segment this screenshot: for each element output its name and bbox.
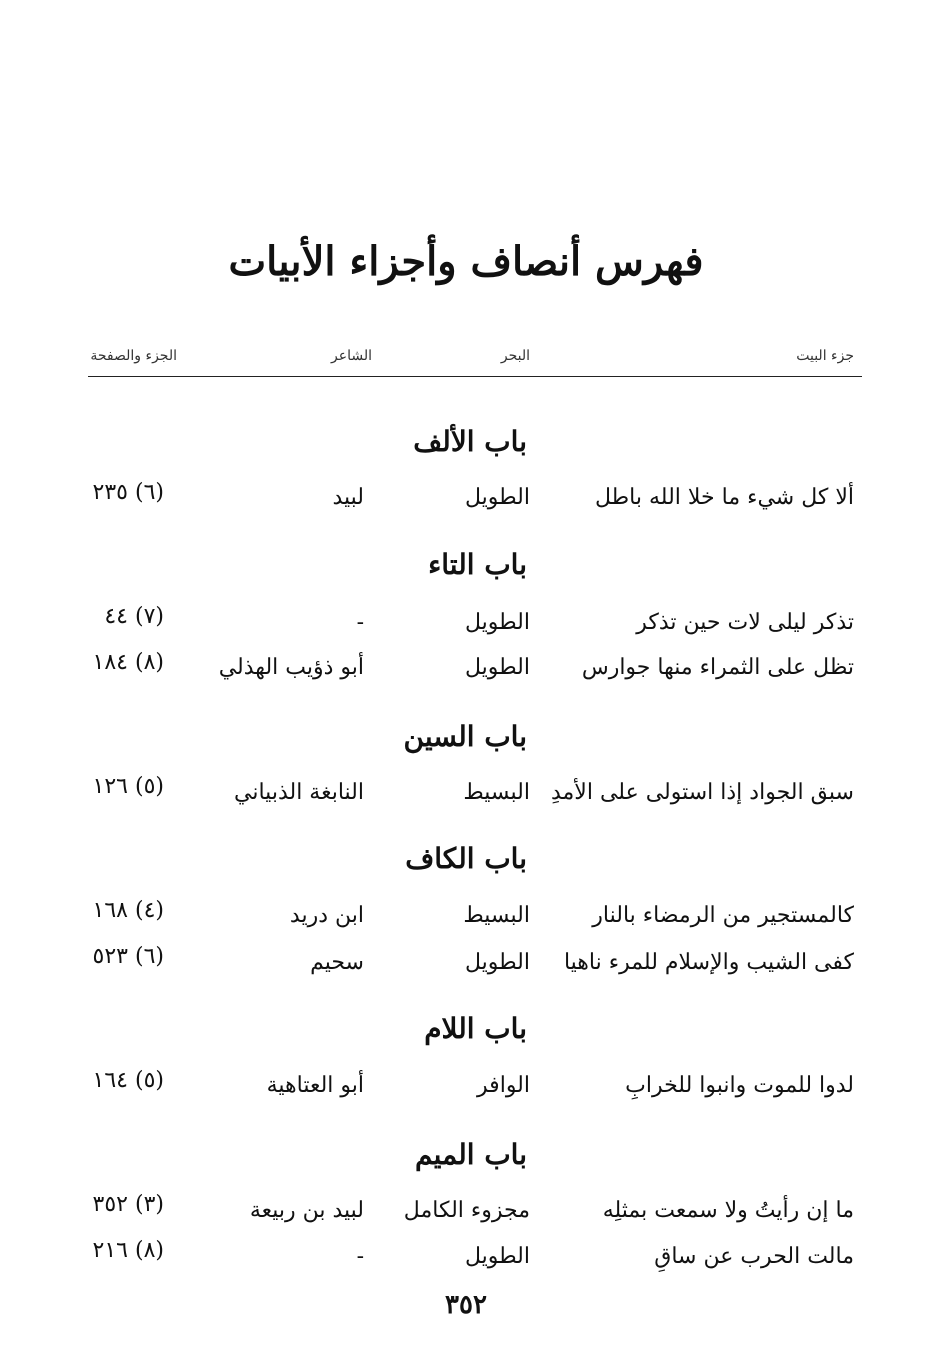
meter: الوافر (477, 1073, 530, 1098)
volume-page: (٦) ٢٣٥ (92, 480, 164, 505)
section-heading: باب الألف (413, 425, 527, 458)
page-title: فهرس أنصاف وأجزاء الأبيات (228, 238, 704, 285)
poet: أبو ذؤيب الهذلي (218, 655, 364, 680)
volume-page: (٦) ٥٢٣ (92, 944, 164, 969)
header-divider (88, 376, 862, 377)
verse-fragment: كفى الشيب والإسلام للمرء ناهيا (563, 950, 854, 975)
volume-page: (٥) ١٢٦ (92, 774, 164, 799)
meter: البسيط (463, 780, 530, 805)
meter: الطويل (464, 1244, 530, 1269)
meter: الطويل (464, 950, 530, 975)
header-verse: جزء البيت (796, 348, 854, 364)
verse-fragment: ألا كل شيء ما خلا الله باطل (595, 485, 854, 510)
volume-page: (٤) ١٦٨ (92, 898, 164, 923)
poet: سحيم (310, 950, 364, 975)
section-heading: باب الميم (414, 1138, 527, 1171)
volume-page: (٨) ١٨٤ (92, 650, 164, 675)
verse-fragment: كالمستجير من الرمضاء بالنار (592, 903, 854, 928)
poet: - (356, 610, 364, 635)
verse-fragment: مالت الحرب عن ساقِ (654, 1244, 854, 1269)
verse-fragment: لدوا للموت وانبوا للخرابِ (625, 1073, 854, 1098)
poet: لبيد بن ربيعة (249, 1198, 364, 1223)
section-heading: باب التاء (428, 548, 527, 581)
header-poet: الشاعر (331, 348, 372, 364)
volume-page: (٣) ٣٥٢ (92, 1192, 164, 1217)
section-heading: باب السين (403, 720, 527, 753)
verse-fragment: سبق الجواد إذا استولى على الأمدِ (550, 780, 854, 805)
verse-fragment: تظل على الثمراء منها جوارس (581, 655, 854, 680)
header-meter: البحر (500, 348, 530, 364)
poet: ابن دريد (289, 903, 364, 928)
page-number: ٣٥٢ (445, 1290, 487, 1320)
verse-fragment: تذكر ليلى لات حين تذكر (636, 610, 854, 635)
meter: الطويل (464, 655, 530, 680)
verse-fragment: ما إن رأيتُ ولا سمعت بمثلِه (602, 1198, 854, 1223)
section-heading: باب اللام (424, 1012, 527, 1045)
meter: الطويل (464, 485, 530, 510)
poet: لبيد (332, 485, 364, 510)
meter: الطويل (464, 610, 530, 635)
poet: النابغة الذبياني (234, 780, 364, 805)
volume-page: (٧) ٤٤ (104, 604, 164, 629)
header-ref: الجزء والصفحة (90, 348, 177, 364)
meter: مجزوء الكامل (403, 1198, 530, 1223)
section-heading: باب الكاف (405, 842, 527, 875)
volume-page: (٥) ١٦٤ (92, 1068, 164, 1093)
volume-page: (٨) ٢١٦ (92, 1238, 164, 1263)
poet: أبو العتاهية (266, 1073, 364, 1098)
meter: البسيط (463, 903, 530, 928)
poet: - (356, 1244, 364, 1269)
